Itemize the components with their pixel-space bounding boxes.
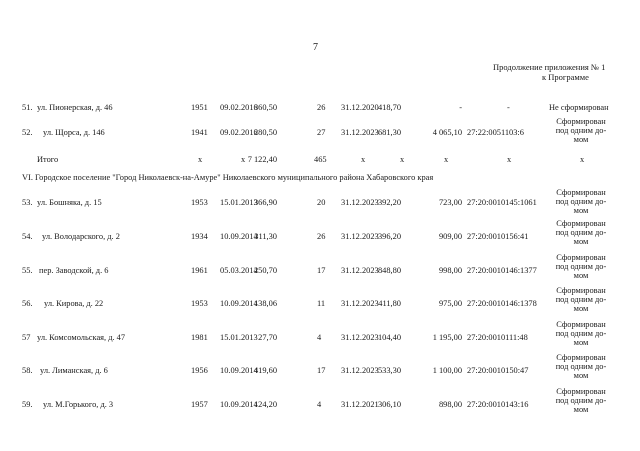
row-value-2: 1 100,00 [432, 366, 462, 375]
row-status [545, 219, 617, 246]
row-count: 26 [317, 103, 326, 112]
continuation-line-1: Продолжение приложения № 1 [493, 62, 606, 72]
row-date-1: 05.03.2014 [220, 266, 258, 275]
row-year: 1981 [191, 333, 208, 342]
total-year: х [198, 155, 203, 164]
row-date-1: 10.09.2014 [220, 299, 258, 308]
row-status-line: под одним до- [555, 262, 607, 271]
row-count: 17 [317, 266, 326, 275]
row-area: 124,20 [253, 400, 277, 409]
row-status-line: под одним до- [555, 295, 607, 304]
row-number: 59. [22, 400, 33, 409]
row-value-2: 998,00 [438, 266, 462, 275]
row-year: 1961 [191, 266, 208, 275]
row-status-line: Сформирован [556, 353, 606, 362]
row-status [545, 320, 617, 347]
total-area: 7 122,40 [247, 155, 277, 164]
row-area: 250,70 [253, 266, 277, 275]
page-number: 7 [313, 42, 318, 53]
row-status-line: мом [573, 135, 589, 144]
row-status-line: Сформирован [556, 253, 606, 262]
row-year: 1934 [191, 232, 208, 241]
row-value-1: 418,70 [377, 103, 401, 112]
row-number: 51. [22, 103, 33, 112]
row-cadastre: - [507, 103, 510, 112]
row-cadastre: 27:20:0010150:47 [467, 366, 529, 375]
row-value-1: 533,30 [377, 366, 401, 375]
row-cadastre: 27:22:0051103:6 [467, 128, 524, 137]
row-address: ул. М.Горького, д. 3 [43, 400, 114, 409]
row-date-2: 31.12.2021 [341, 400, 379, 409]
row-status-line: под одним до- [555, 126, 607, 135]
row-address: ул. Комсомольская, д. 47 [37, 333, 126, 342]
row-address: ул. Бошняка, д. 15 [37, 198, 102, 207]
total-value-1: х [400, 155, 405, 164]
row-date-2: 31.12.2023 [341, 266, 379, 275]
row-value-1: 396,20 [377, 232, 401, 241]
row-status [545, 188, 617, 215]
row-status [545, 286, 617, 313]
row-date-1: 09.02.2016 [220, 103, 258, 112]
row-address: ул. Лиманская, д. 6 [40, 366, 108, 375]
row-value-1: 104,40 [377, 333, 401, 342]
row-date-1: 15.01.2013 [220, 198, 258, 207]
row-area: 366,90 [253, 198, 277, 207]
row-number: 54. [22, 232, 33, 241]
row-value-2: 898,00 [438, 400, 462, 409]
row-value-2: - [459, 103, 462, 112]
row-value-1: 306,10 [377, 400, 401, 409]
row-count: 26 [317, 232, 326, 241]
row-status-line: Сформирован [556, 117, 606, 126]
row-cadastre: 27:20:0010145:1061 [467, 198, 537, 207]
row-value-1: 392,20 [377, 198, 401, 207]
row-year: 1953 [191, 198, 208, 207]
row-status-line: Сформирован [556, 219, 606, 228]
total-count: 465 [314, 155, 327, 164]
row-year: 1956 [191, 366, 208, 375]
total-label: Итого [37, 155, 59, 164]
total-date-1: х [241, 155, 246, 164]
total-status: х [580, 155, 585, 164]
row-status-line: Сформирован [556, 188, 606, 197]
row-status-line: мом [573, 405, 589, 414]
row-count: 20 [317, 198, 326, 207]
row-status-line: мом [573, 206, 589, 215]
row-value-1: 681,30 [377, 128, 401, 137]
row-address: ул. Кирова, д. 22 [44, 299, 104, 308]
row-date-2: 31.12.2023 [341, 366, 379, 375]
row-status-line: мом [573, 304, 589, 313]
row-year: 1941 [191, 128, 208, 137]
row-status [545, 353, 617, 380]
row-value-2: 909,00 [438, 232, 462, 241]
row-number: 53. [22, 198, 33, 207]
row-count: 27 [317, 128, 326, 137]
row-area: 138,06 [253, 299, 277, 308]
row-status-line: под одним до- [555, 329, 607, 338]
row-value-2: 4 065,10 [432, 128, 462, 137]
row-address: пер. Заводской, д. 6 [39, 266, 109, 275]
row-cadastre: 27:20:0010146:1377 [467, 266, 537, 275]
row-address: ул. Щорса, д. 146 [43, 128, 105, 137]
row-status-line: под одним до- [555, 362, 607, 371]
row-status-line: под одним до- [555, 228, 607, 237]
row-status-line: мом [573, 237, 589, 246]
row-status-line: под одним до- [555, 396, 607, 405]
row-date-2: 31.12.2023 [341, 299, 379, 308]
row-number: 56. [22, 299, 33, 308]
row-area: 311,30 [254, 232, 277, 241]
row-cadastre: 27:20:0010156:41 [467, 232, 529, 241]
row-date-2: 31.12.2023 [341, 198, 379, 207]
row-count: 11 [317, 299, 326, 308]
total-date-2: х [361, 155, 366, 164]
row-area: 419,60 [253, 366, 277, 375]
row-date-1: 10.09.2014 [220, 232, 258, 241]
row-cadastre: 27:20:0010143:16 [467, 400, 529, 409]
row-cadastre: 27:20:0010111:48 [467, 333, 528, 342]
row-count: 4 [317, 400, 322, 409]
row-year: 1951 [191, 103, 208, 112]
row-value-2: 1 195,00 [432, 333, 462, 342]
row-date-1: 10.09.2014 [220, 400, 258, 409]
row-status-line: мом [573, 371, 589, 380]
row-year: 1953 [191, 299, 208, 308]
row-number: 52. [22, 128, 33, 137]
total-value-2: х [444, 155, 449, 164]
row-area: 360,50 [253, 103, 277, 112]
row-date-2: 31.12.2023 [341, 128, 379, 137]
row-date-2: 31.12.2023 [341, 333, 379, 342]
section-title: VI. Городское поселение "Город Николаевск-на-Амуре" Николаевского муниципального района Хабаровского края [22, 173, 434, 182]
row-date-1: 10.09.2014 [220, 366, 258, 375]
row-status-line: под одним до- [555, 197, 607, 206]
row-status-line: мом [573, 338, 589, 347]
total-cadastre: х [507, 155, 512, 164]
row-date-2: 31.12.2023 [341, 232, 379, 241]
row-value-2: 723,00 [438, 198, 462, 207]
row-address: ул. Пионерская, д. 46 [37, 103, 113, 112]
row-number: 57 [22, 333, 31, 342]
row-count: 4 [317, 333, 322, 342]
row-year: 1957 [191, 400, 208, 409]
row-status [545, 253, 617, 280]
continuation-line-2: к Программе [542, 72, 589, 82]
row-number: 58. [22, 366, 33, 375]
row-status-line: Сформирован [556, 320, 606, 329]
row-cadastre: 27:20:0010146:1378 [467, 299, 537, 308]
row-address: ул. Володарского, д. 2 [42, 232, 120, 241]
row-date-2: 31.12.2020 [341, 103, 379, 112]
row-value-1: 411,80 [378, 299, 401, 308]
row-status [545, 387, 617, 414]
row-value-2: 975,00 [438, 299, 462, 308]
row-date-1: 15.01.2013 [220, 333, 258, 342]
row-number: 55. [22, 266, 33, 275]
row-value-1: 848,80 [377, 266, 401, 275]
row-area: 280,50 [253, 128, 277, 137]
row-date-1: 09.02.2016 [220, 128, 258, 137]
row-status-line: Сформирован [556, 387, 606, 396]
row-status-line: Сформирован [556, 286, 606, 295]
row-area: 27,70 [258, 333, 277, 342]
row-count: 17 [317, 366, 326, 375]
row-status [545, 117, 617, 144]
row-status: Не сформирован [549, 103, 609, 112]
row-status-line: мом [573, 271, 589, 280]
